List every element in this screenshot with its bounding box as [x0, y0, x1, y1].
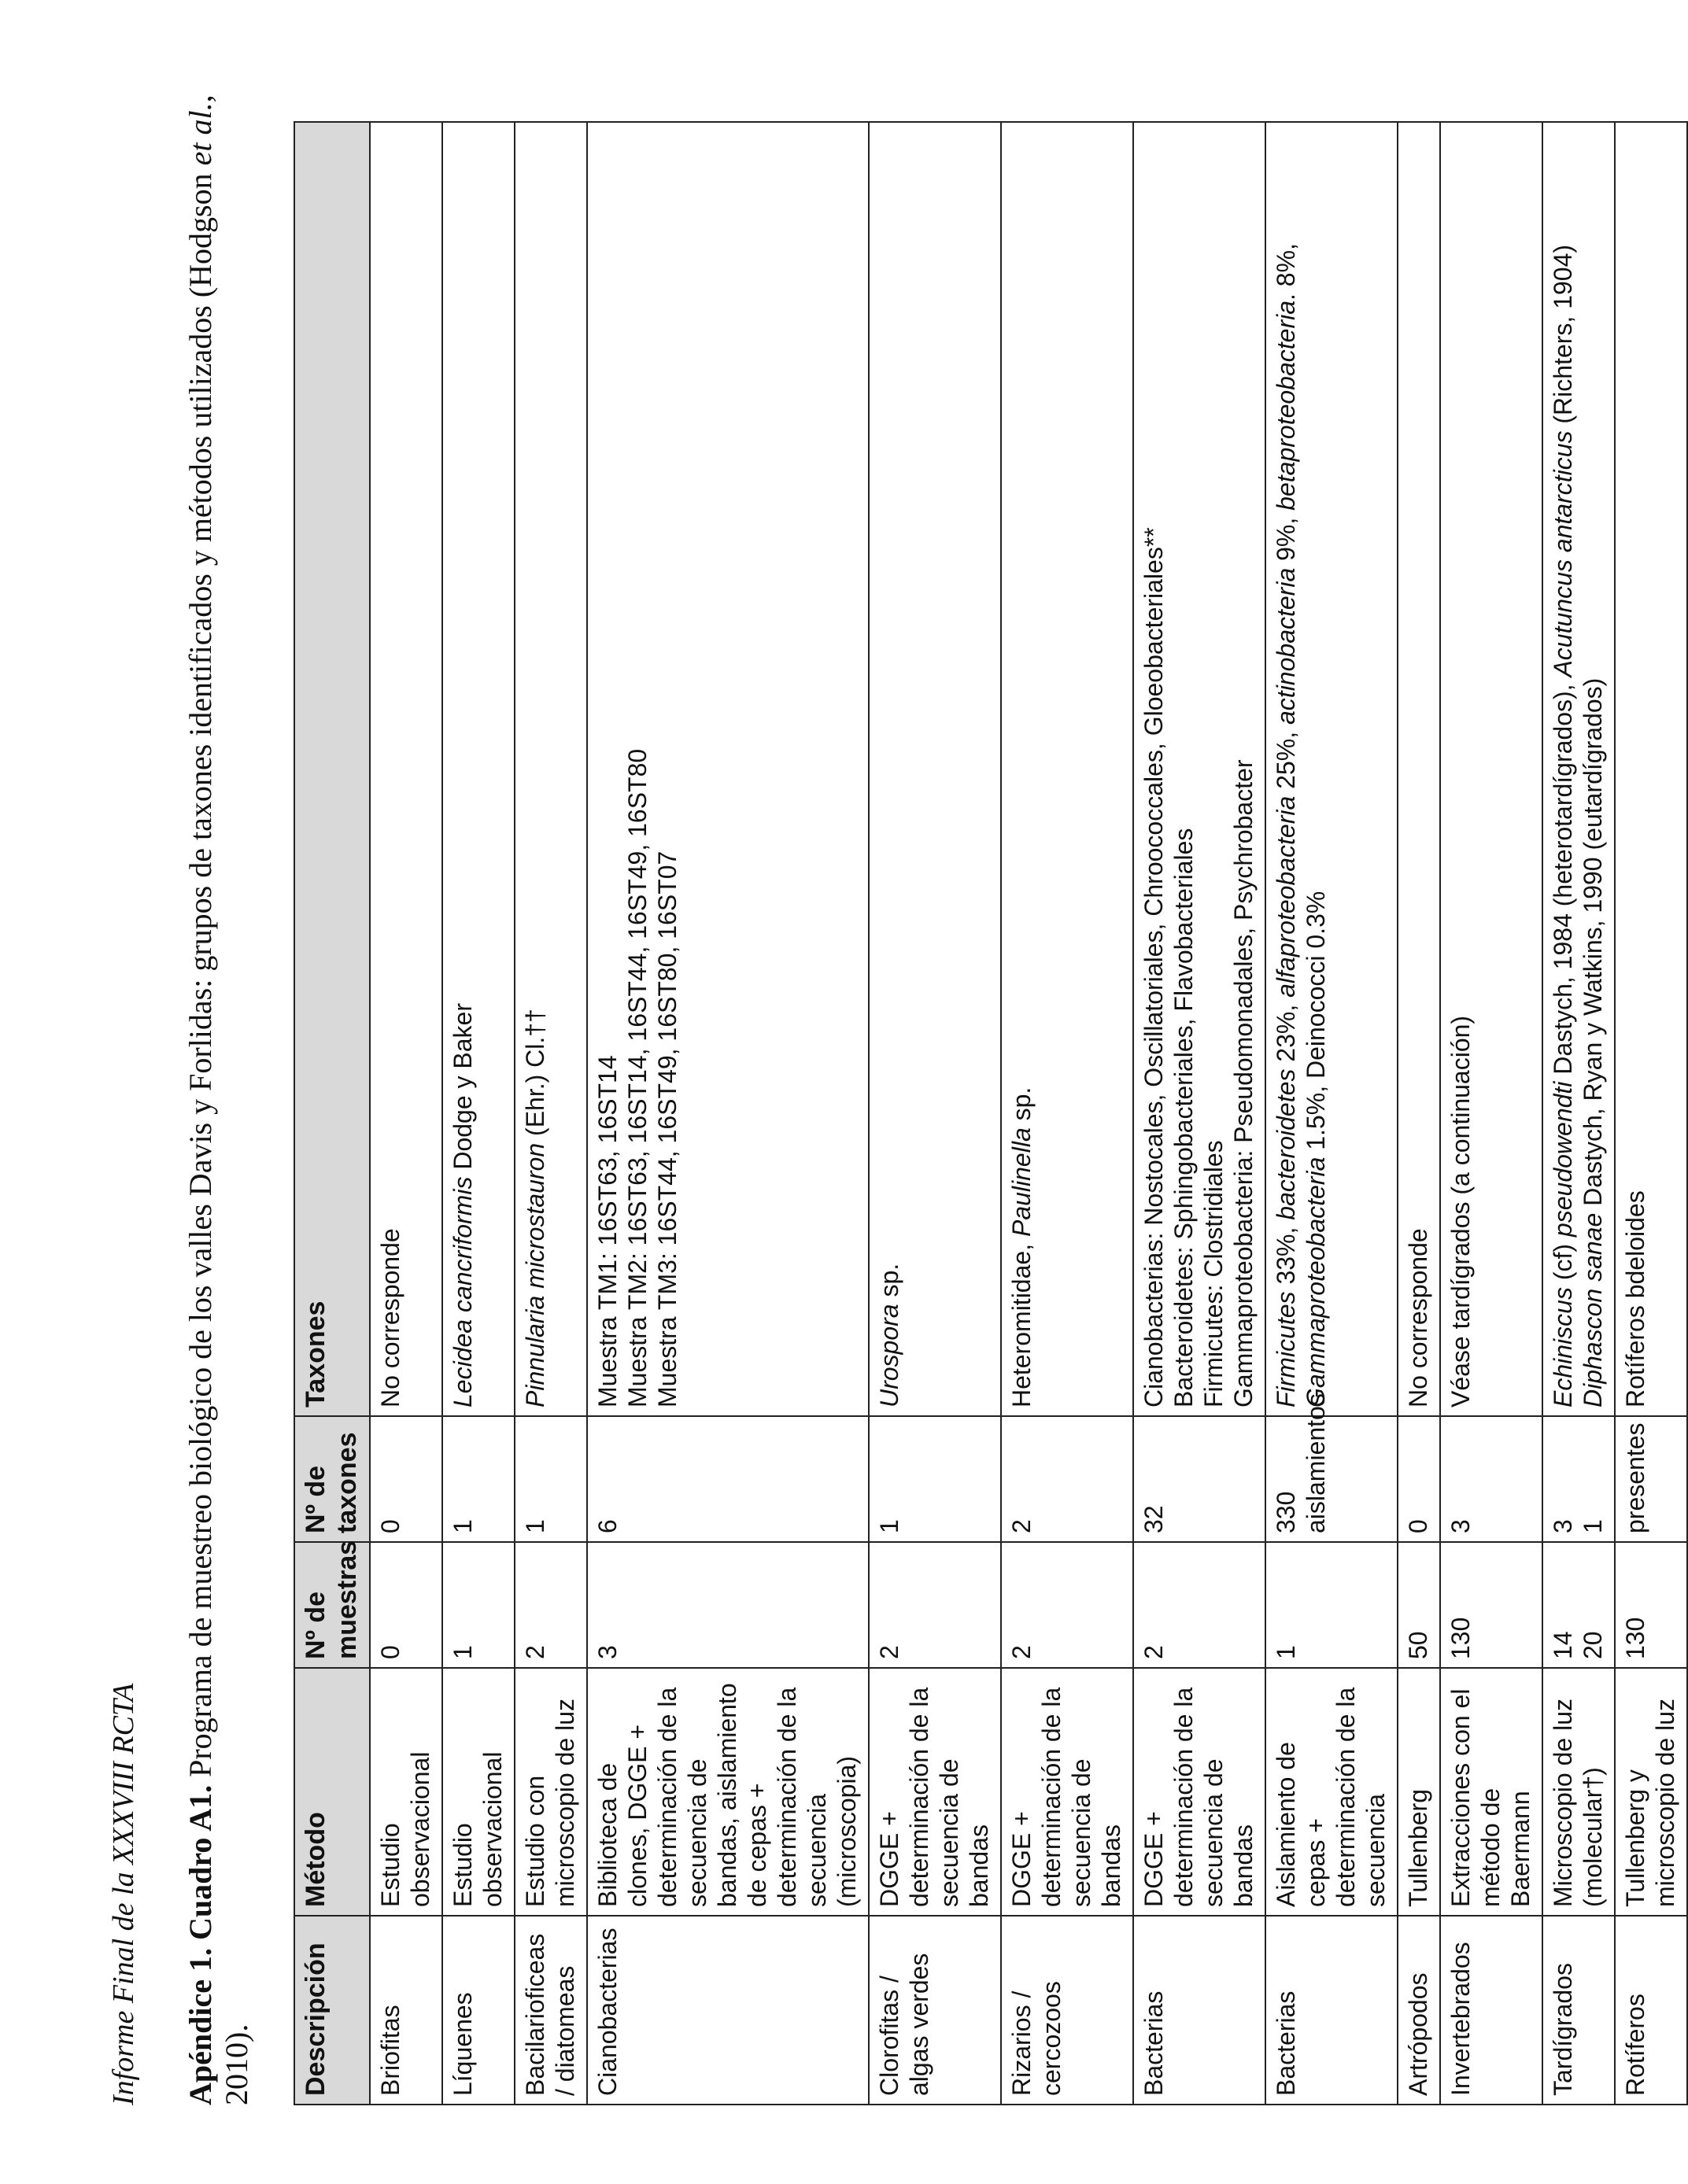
cell-muestras: 2 [869, 1542, 1001, 1668]
col-header-metodo: Método [294, 1668, 370, 1916]
cell-muestras: 3 [587, 1542, 869, 1668]
cell-descripcion: Clorofitas / algas verdes [869, 1916, 1001, 2105]
cell-taxones: Muestra TM1: 16ST63, 16ST14 Muestra TM2: 16ST63, 16ST14, 16ST44, 16ST49, 16ST80 Muestra TM3: 16ST44, 16ST49, 16ST80, 16ST07 [587, 122, 869, 1416]
cell-metodo: DGGE + determinación de la secuencia de bandas [1001, 1668, 1133, 1916]
col-header-taxones: Taxones [294, 122, 370, 1416]
cell-descripcion: Tardígrados [1542, 1916, 1615, 2105]
cell-descripcion: Rotíferos [1615, 1916, 1687, 2105]
cell-metodo: Microscopio de luz (molecular†) [1542, 1668, 1615, 1916]
cell-muestras: 50 [1398, 1542, 1440, 1668]
table-row [1001, 122, 1133, 2105]
cell-descripcion: Briofitas [370, 1916, 442, 2105]
table-header-row [294, 122, 370, 2105]
cell-taxones-count: 6 [587, 1416, 869, 1542]
cell-metodo: DGGE + determinación de la secuencia de bandas [869, 1668, 1001, 1916]
running-header: Informe Final de la XXXVIII RCTA [107, 1683, 140, 2105]
cell-descripcion: Líquenes [442, 1916, 515, 2105]
cell-muestras: 0 [370, 1542, 442, 1668]
table-row [1615, 122, 1687, 2105]
table-body [370, 122, 1687, 2105]
cell-taxones: Firmicutes 33%, bacteroidetes 23%, alfaproteobacteria 25%, actinobacteria 9%, betaproteobacteria. 8%, Gammaproteobacteria 1.5%, Deinococci 0.3% [1265, 122, 1398, 1416]
cell-taxones: Heteromitidae, Paulinella sp. [1001, 122, 1133, 1416]
cell-taxones: Urospora sp. [869, 122, 1001, 1416]
table-row [370, 122, 442, 2105]
cell-taxones: No corresponde [1398, 122, 1440, 1416]
table-row [869, 122, 1001, 2105]
table-row [1398, 122, 1440, 2105]
cell-taxones-count: 0 [370, 1416, 442, 1542]
cell-metodo: Extracciones con el método de Baermann [1440, 1668, 1542, 1916]
cell-taxones: Echiniscus (cf) pseudowendti Dastych, 1984 (heterotardígrados), Acutuncus antarcticus (Richters, 1904) Diphascon sanae Dastych, Ryan y Watkins, 1990 (eutardígrados) [1542, 122, 1615, 1416]
table-row [515, 122, 587, 2105]
cell-taxones-count: 2 [1001, 1416, 1133, 1542]
cell-descripcion: Rizarios / cercozoos [1001, 1916, 1133, 2105]
cell-taxones-count: 0 [1398, 1416, 1440, 1542]
cell-muestras: 1 [1265, 1542, 1398, 1668]
cell-taxones-count: 1 [515, 1416, 587, 1542]
table-caption [183, 76, 255, 2105]
cell-taxones-count: 1 [442, 1416, 515, 1542]
col-header-taxones-count: Nº de taxones [294, 1416, 370, 1542]
cell-metodo: Estudio observacional [370, 1668, 442, 1916]
cell-metodo: Aislamiento de cepas + determinación de la secuencia [1265, 1668, 1398, 1916]
table-row [1542, 122, 1615, 2105]
table-row [1440, 122, 1542, 2105]
cell-taxones-count: presentes [1615, 1416, 1687, 1542]
cell-muestras: 2 [515, 1542, 587, 1668]
cell-muestras: 1 [442, 1542, 515, 1668]
cell-taxones: Pinnularia microstauron (Ehr.) Cl.†† [515, 122, 587, 1416]
cell-descripcion: Bacterias [1133, 1916, 1265, 2105]
cell-descripcion: Artrópodos [1398, 1916, 1440, 2105]
caption-text-end: , 2010). [183, 94, 254, 2105]
taxa-table [294, 121, 1688, 2105]
col-header-descripcion: Descripción [294, 1916, 370, 2105]
cell-muestras: 2 [1001, 1542, 1133, 1668]
cell-muestras: 14 20 [1542, 1542, 1615, 1668]
cell-taxones: Véase tardígrados (a continuación) [1440, 122, 1542, 1416]
cell-descripcion: Bacterias [1265, 1916, 1398, 2105]
cell-metodo: Estudio observacional [442, 1668, 515, 1916]
caption-text: Programa de muestreo biológico de los valles Davis y Forlidas: grupos de taxones identificados y métodos utilizados (Hodgson [183, 165, 218, 1785]
caption-italic: et al. [183, 102, 218, 166]
cell-metodo: Tullenberg y microscopio de luz [1615, 1668, 1687, 1916]
cell-descripcion: Bacilarioficeas / diatomeas [515, 1916, 587, 2105]
cell-metodo: Estudio con microscopio de luz [515, 1668, 587, 1916]
cell-descripcion: Invertebrados [1440, 1916, 1542, 2105]
cell-taxones: Lecidea cancriformis Dodge y Baker [442, 122, 515, 1416]
cell-muestras: 130 [1440, 1542, 1542, 1668]
cell-taxones-count: 330 aislamientos [1265, 1416, 1398, 1542]
cell-metodo: Tullenberg [1398, 1668, 1440, 1916]
cell-taxones-count: 3 1 [1542, 1416, 1615, 1542]
cell-muestras: 130 [1615, 1542, 1687, 1668]
cell-taxones: No corresponde [370, 122, 442, 1416]
cell-metodo: Biblioteca de clones, DGGE + determinación de la secuencia de bandas, aislamiento de cepas + determinación de la secuencia (microscopia) [587, 1668, 869, 1916]
cell-taxones: Cianobacterias: Nostocales, Oscillatoriales, Chroococcales, Gloeobacteriales** Bacteroidetes: Sphingobacteriales, Flavobacteriales Firmicutes: Clostridiales Gammaproteobacteria: Pseudomonadales, Psychrobacter [1133, 122, 1265, 1416]
table-row [1133, 122, 1265, 2105]
cell-muestras: 2 [1133, 1542, 1265, 1668]
caption-label: Apéndice 1. Cuadro A1. [183, 1784, 218, 2105]
cell-taxones-count: 1 [869, 1416, 1001, 1542]
table-row [587, 122, 869, 2105]
cell-taxones-count: 3 [1440, 1416, 1542, 1542]
col-header-muestras: Nº de muestras [294, 1542, 370, 1668]
cell-taxones-count: 32 [1133, 1416, 1265, 1542]
table-row [1265, 122, 1398, 2105]
cell-descripcion: Cianobacterias [587, 1916, 869, 2105]
table-row [442, 122, 515, 2105]
cell-metodo: DGGE + determinación de la secuencia de bandas [1133, 1668, 1265, 1916]
cell-taxones: Rotíferos bdeloides [1615, 122, 1687, 1416]
